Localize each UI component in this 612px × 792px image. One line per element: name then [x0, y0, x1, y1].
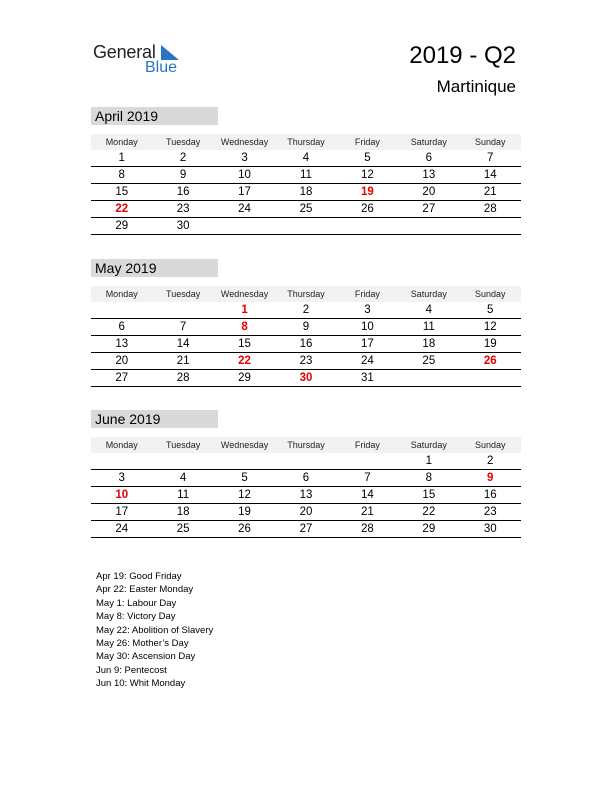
generalblue-logo: [93, 42, 193, 78]
day-cell: 21: [176, 355, 190, 367]
day-cell: 23: [299, 355, 313, 367]
day-cell: 20: [299, 506, 313, 518]
holiday-note: May 26: Mother’s Day: [96, 638, 189, 650]
month-title: April 2019: [91, 107, 218, 125]
day-cell: 18: [176, 506, 190, 518]
week-row: [91, 487, 521, 504]
day-cell: 24: [238, 203, 251, 215]
day-cell: 27: [115, 372, 129, 384]
day-cell: 23: [176, 203, 190, 215]
holiday-note: Apr 22: Easter Monday: [96, 584, 194, 596]
holiday-note: Jun 9: Pentecost: [96, 664, 167, 676]
day-cell: 2: [487, 455, 494, 467]
day-cell: 5: [241, 472, 248, 484]
month-april: [91, 107, 521, 235]
weekday-header: [91, 437, 521, 453]
day-cell: 4: [302, 152, 310, 164]
day-cell: 8: [425, 472, 433, 484]
month-june: [91, 410, 521, 538]
day-cell: [275, 218, 336, 234]
weekday-label: Tuesday: [166, 137, 201, 147]
day-cell: 5: [487, 304, 494, 316]
holiday-note: Jun 10: Whit Monday: [96, 678, 186, 690]
weekday-label: Sunday: [474, 440, 506, 450]
day-cell: 13: [422, 169, 436, 181]
weekday-label: Friday: [354, 137, 380, 147]
weekday-label: Friday: [354, 289, 380, 299]
day-cell: 8: [118, 169, 125, 181]
week-row: [91, 319, 521, 336]
weekday-label: Saturday: [410, 440, 447, 450]
day-cell: 13: [299, 489, 313, 501]
day-cell: 12: [238, 489, 251, 501]
day-cell: 17: [238, 186, 251, 198]
day-cell: 29: [238, 372, 251, 384]
day-cell: 22: [422, 506, 436, 518]
day-cell: 24: [361, 355, 374, 367]
day-cell: 14: [176, 338, 190, 350]
day-cell: 26: [361, 203, 374, 215]
day-cell: 3: [241, 152, 248, 164]
country-name: Martinique: [436, 77, 516, 96]
day-cell: 1: [241, 304, 248, 316]
logo-triangle-icon: [161, 45, 179, 60]
day-cell: 10: [115, 489, 129, 501]
day-cell: 20: [115, 355, 129, 367]
day-cell: 2: [302, 304, 310, 316]
weekday-label: Sunday: [474, 289, 506, 299]
day-cell: 12: [483, 321, 497, 333]
month-title: May 2019: [91, 259, 218, 277]
weekday-label: Saturday: [410, 137, 447, 147]
day-cell: 25: [422, 355, 436, 367]
day-cell: 31: [361, 372, 374, 384]
logo-general-text: General: [93, 42, 156, 62]
day-cell: 25: [176, 523, 190, 535]
day-cell: 7: [179, 321, 187, 333]
day-cell: [337, 218, 398, 234]
day-cell: 26: [483, 355, 497, 367]
day-cell: 13: [115, 338, 129, 350]
week-row: [91, 353, 521, 370]
day-cell: 22: [238, 355, 251, 367]
day-cell: 17: [115, 506, 129, 518]
week-row: [91, 521, 521, 538]
weekday-label: Wednesday: [220, 137, 269, 147]
week-row: [91, 218, 521, 235]
day-cell: 16: [483, 489, 497, 501]
day-cell: 11: [300, 169, 312, 181]
calendar-grid: [91, 286, 521, 387]
week-row: [91, 370, 521, 387]
page-title: 2019 - Q2: [409, 42, 516, 69]
day-cell: 4: [179, 472, 187, 484]
holiday-list: [96, 570, 213, 691]
day-cell: 7: [364, 472, 371, 484]
month-may: [91, 259, 521, 387]
day-cell: 25: [299, 203, 313, 215]
logo-blue-text: Blue: [145, 59, 178, 76]
weekday-label: Monday: [105, 289, 138, 299]
day-cell: 19: [361, 186, 374, 198]
day-cell: [152, 302, 213, 318]
weekday-label: Monday: [105, 440, 138, 450]
day-cell: 9: [302, 321, 310, 333]
holiday-note: May 1: Labour Day: [96, 597, 177, 609]
day-cell: 5: [364, 152, 371, 164]
day-cell: 21: [361, 506, 374, 518]
holiday-note: Apr 19: Good Friday: [96, 571, 182, 582]
day-cell: 11: [177, 489, 190, 501]
day-cell: 14: [361, 489, 374, 501]
calendar-grid: [91, 437, 521, 538]
day-cell: [91, 453, 152, 469]
day-cell: [460, 218, 521, 234]
day-cell: 28: [483, 203, 497, 215]
day-cell: 21: [483, 186, 497, 198]
day-cell: 27: [299, 523, 313, 535]
day-cell: 3: [118, 472, 125, 484]
day-cell: 18: [422, 338, 436, 350]
day-cell: 6: [118, 321, 125, 333]
day-cell: [214, 453, 275, 469]
day-cell: 7: [487, 152, 494, 164]
day-cell: 29: [422, 523, 436, 535]
day-cell: 9: [179, 169, 187, 181]
day-cell: 27: [422, 203, 436, 215]
weekday-label: Wednesday: [220, 440, 269, 450]
day-cell: 9: [487, 472, 494, 484]
day-cell: 6: [425, 152, 433, 164]
weekday-label: Thursday: [287, 440, 325, 450]
holiday-note: May 8: Victory Day: [96, 611, 176, 623]
day-cell: [214, 218, 275, 234]
holiday-note: May 22: Abolition of Slavery: [96, 624, 214, 636]
day-cell: [91, 302, 152, 318]
weekday-label: Saturday: [410, 289, 447, 299]
day-cell: 30: [483, 523, 497, 535]
day-cell: 10: [361, 321, 374, 333]
day-cell: 14: [483, 169, 497, 181]
week-row: [91, 336, 521, 353]
day-cell: 1: [425, 455, 433, 467]
day-cell: 16: [299, 338, 313, 350]
week-row: [91, 302, 521, 319]
weekday-label: Wednesday: [220, 289, 269, 299]
week-row: [91, 504, 521, 521]
day-cell: [152, 453, 213, 469]
month-title: June 2019: [91, 410, 218, 428]
week-row: [91, 470, 521, 487]
day-cell: 30: [176, 220, 190, 232]
day-cell: 15: [422, 489, 436, 501]
day-cell: 22: [115, 203, 129, 215]
day-cell: 15: [238, 338, 251, 350]
week-row: [91, 184, 521, 201]
day-cell: 23: [483, 506, 497, 518]
calendar-grid: [91, 134, 521, 235]
day-cell: 4: [425, 304, 433, 316]
day-cell: [275, 453, 336, 469]
weekday-header: [91, 286, 521, 302]
weekday-label: Monday: [105, 137, 138, 147]
weekday-label: Thursday: [287, 289, 325, 299]
day-cell: 20: [422, 186, 436, 198]
day-cell: 12: [361, 169, 374, 181]
day-cell: 28: [176, 372, 190, 384]
day-cell: 17: [361, 338, 374, 350]
weekday-header: [91, 134, 521, 150]
day-cell: 1: [118, 152, 125, 164]
day-cell: 26: [238, 523, 251, 535]
week-row: [91, 453, 521, 470]
day-cell: 3: [364, 304, 371, 316]
weekday-label: Sunday: [474, 137, 506, 147]
day-cell: 16: [176, 186, 190, 198]
day-cell: 29: [115, 220, 129, 232]
day-cell: 19: [483, 338, 497, 350]
weekday-label: Friday: [354, 440, 380, 450]
weekday-label: Tuesday: [166, 289, 201, 299]
day-cell: 8: [241, 321, 248, 333]
day-cell: 15: [115, 186, 129, 198]
day-cell: [460, 370, 521, 386]
day-cell: 6: [302, 472, 310, 484]
holiday-note: May 30: Ascension Day: [96, 651, 196, 663]
week-row: [91, 150, 521, 167]
day-cell: 28: [361, 523, 374, 535]
day-cell: 10: [238, 169, 251, 181]
day-cell: 2: [179, 152, 187, 164]
week-row: [91, 201, 521, 218]
day-cell: 11: [422, 321, 435, 333]
day-cell: 30: [299, 372, 313, 384]
day-cell: [337, 453, 398, 469]
weekday-label: Tuesday: [166, 440, 201, 450]
week-row: [91, 167, 521, 184]
day-cell: 24: [115, 523, 129, 535]
day-cell: [398, 218, 459, 234]
weekday-label: Thursday: [287, 137, 325, 147]
day-cell: [398, 370, 459, 386]
day-cell: 19: [238, 506, 251, 518]
day-cell: 18: [299, 186, 313, 198]
